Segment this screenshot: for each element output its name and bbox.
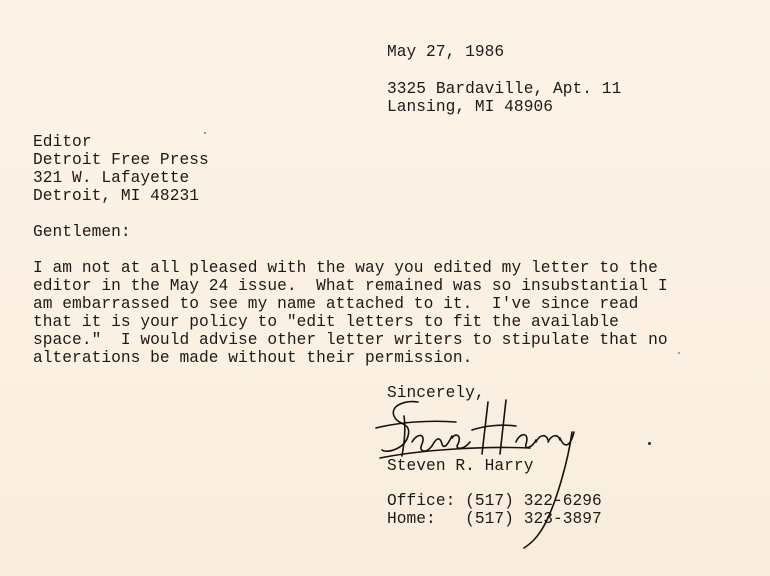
body-line: am embarrassed to see my name attached to it. I've since read [33,295,639,313]
recipient-line2: Detroit Free Press [33,151,209,169]
paper-speck [648,442,651,445]
body-line: editor in the May 24 issue. What remained was so insubstantial I [33,277,668,295]
recipient-line3: 321 W. Lafayette [33,169,190,187]
body-line: I am not at all pleased with the way you edited my letter to the [33,259,658,277]
letter-date: May 27, 1986 [387,43,505,61]
paper-speck [678,352,680,354]
signer-name: Steven R. Harry [387,457,534,475]
body-line: alterations be made without their permission. [33,349,473,367]
recipient-line4: Detroit, MI 48231 [33,187,199,205]
body-line: space." I would advise other letter writers to stipulate that no [33,331,668,349]
sender-address-line2: Lansing, MI 48906 [387,98,553,116]
salutation: Gentlemen: [33,223,131,241]
paper-speck [204,132,206,134]
home-phone: Home: (517) 323-3897 [387,510,602,528]
body-line: that it is your policy to "edit letters to fit the available [33,313,619,331]
sender-address-line1: 3325 Bardaville, Apt. 11 [387,80,622,98]
recipient-line1: Editor [33,133,92,151]
closing: Sincerely, [387,384,485,402]
office-phone: Office: (517) 322-6296 [387,492,602,510]
